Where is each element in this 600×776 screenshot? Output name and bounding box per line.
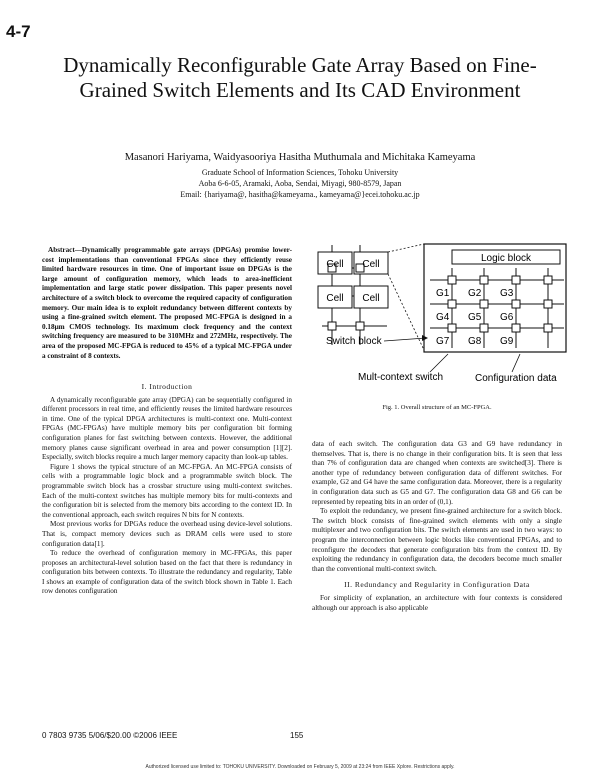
section-tag: 4-7 [6,22,31,41]
authors: Masanori Hariyama, Waidyasooriya Hasitha Muthumala and Michitaka Kameyama [124,152,476,163]
logic-block-label: Logic block [480,253,532,264]
abstract [42,246,292,361]
configuration-data-label: Configuration data [475,373,557,384]
cell-label-4: Cell [362,293,380,304]
grid-label-g2: G2 [468,288,482,299]
section-2-heading: II. Redundancy and Regularity in Configuration Data [344,580,530,590]
cell-label-1: Cell [326,259,344,270]
grid-label-g3: G3 [500,288,514,299]
grid-label-g9: G9 [500,336,514,347]
left-paragraph-1: A dynamically reconfigurable gate array (DPGA) can be sequentially configured in different processors in real time, and efficiently reuses the limited hardware resources in time. One of the typical DPGA architectures is multi-context one. Multi-context FPGAs (MC-FPGAs) have multiple memory bits per configuration bit forming configuration planes for fast switching between contexts. However, the additional memory planes cause significant overhead in area and power consumption [1][2]. Especially, switch blocks require a much larger memory capacity than look-up tables. [42,395,292,462]
download-notice: Authorized licensed use limited to: TOHOKU UNIVERSITY. Downloaded on February 5, 2009 at 23:24 from IEEE Xplore. Restrictions apply. [145,764,455,770]
paper-title: Dynamically Reconfigurable Gate Array Based on Fine-Grained Switch Elements and Its CAD Environment [63,53,537,102]
abstract-text: Abstract—Dynamically programmable gate arrays (DPGAs) promise lower-cost implementations than conventional FPGAs since they efficiently reuse limited hardware resources in time. One of important issue on DPGAs is the large amount of configuration memory, which leads to area-inefficient implementation and large static power dissipation. This paper presents novel architecture of a switch block to overcome the required capacity of configuration memory. Our main idea is to exploit redundancy between different contexts by using a fine-grained switch element. The proposed MC-FPGA is designed in a 0.18μm CMOS technology. Its maximum clock frequency and the context switching frequency are measured to be 310MHz and 272MHz, respectively. The area of the proposed MC-FPGA is reduced to 45% of a typical MC-FPGA under a constraint of 8 contexts. [42,246,292,360]
grid-label-g1: G1 [436,288,450,299]
footer-copyright: 0 7803 9735 5/06/$20.00 ©2006 IEEE [42,731,178,740]
grid-label-g6: G6 [500,312,514,323]
right-paragraph-1: data of each switch. The configuration data G3 and G9 have redundancy in themselves. That is, there is no change in their configuration bits. It is seen that less than 7% of configuration data are changed when contexts are switched[3]. There is another type of redundancy between configuration data of different switches. For example, G2 and G4 have the same configuration data. Moreover, there is a regularity in configuration data such as G5 and G7. The configuration data G8 and G6 can be represented by repeating bits in an order of (0,1). [312,440,562,506]
right-paragraph-2: To exploit the redundancy, we present fine-grained architecture for a switch block. The switch block consists of fine-grained switch elements with only a single multiplexer and two configuration bits. The switch elements are used in two ways: to program the interconnection between logic blocks like conventional FPGAs, and to reconfigure the decoders that generate configuration bits from the context ID. By exploiting the redundancy in configuration data, the decoders become much smaller than the conventional multi-context switch. [312,507,562,573]
grid-label-g8: G8 [468,336,482,347]
grid-label-g5: G5 [468,312,482,323]
switch-block-label: Switch block [326,336,382,347]
cell-label-2: Cell [362,259,380,270]
grid-label-g4: G4 [436,312,450,323]
affiliation [80,167,520,200]
cell-label-3: Cell [326,293,344,304]
affiliation-line-1: Graduate School of Information Sciences, Tohoku University [201,168,399,177]
affiliation-line-2: Aoba 6-6-05, Aramaki, Aoba, Sendai, Miyagi, 980-8579, Japan [198,179,402,188]
section-1-heading: I. Introduction [141,382,193,391]
left-paragraph-4: To reduce the overhead of configuration memory in MC-FPGAs, this paper proposes an architectural-level solution based on the fact that there is redundancy in configuration bits between contexts. To illustrate the redundancy and regularity, Table I shows an example of configuration data of the switch block shown in Table 1. Each row denotes configuration [42,549,292,596]
figure-1 [312,240,572,400]
multi-context-switch-label: Mult-context switch [358,372,444,383]
right-column [312,440,562,613]
grid-label-g7: G7 [436,336,450,347]
left-paragraph-3: Most previous works for DPGAs reduce the overhead using device-level solutions. That is, compact memory devices such as DRAM cells were used to store configuration data[1]. [42,520,292,548]
affiliation-line-3: Email: {hariyama@, hasitha@kameyama., kameyama@}ecei.tohoku.ac.jp [180,190,420,199]
figure-1-caption: Fig. 1. Overall structure of an MC-FPGA. [382,404,492,411]
right-paragraph-3: For simplicity of explanation, an architecture with four contexts is considered although our approach is also applicable [312,593,562,612]
page-number: 155 [290,731,304,740]
left-paragraph-2: Figure 1 shows the typical structure of an MC-FPGA. An MC-FPGA consists of cells with a programmable logic block and a programmable switch block. The programmable switch block has a crossbar structure using multi-context switches. Each of the multi-context switches has multiple memory bits for multi-contexts and the configuration bit is selected from the memory bits according to the context ID. In the conventional approach, each switch requires N bits for N contexts. [42,462,292,519]
left-column [42,382,292,597]
